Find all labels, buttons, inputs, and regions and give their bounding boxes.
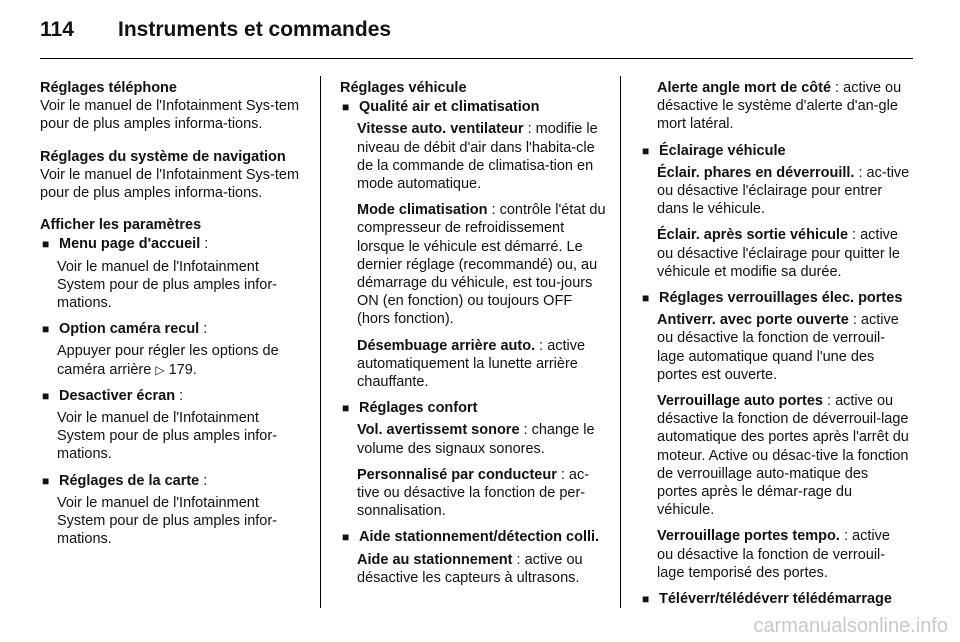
section-title: Réglages téléphone [40, 80, 177, 96]
section-title: Réglages du système de navigation [40, 148, 286, 165]
page-reference[interactable]: 179. [168, 361, 197, 378]
setting-term: Verrouillage auto portes [657, 393, 823, 410]
setting-term: Éclair. phares en déverrouill. [657, 164, 855, 181]
setting-desc: : ac-tive ou désactive l'éclairage pour entrer dans le véhicule. [657, 164, 910, 218]
setting-term: Aide au stationnement [357, 551, 513, 568]
section-title: Afficher les paramètres [40, 217, 202, 234]
bullet-square-icon: ■ [42, 237, 50, 252]
item-label: Réglages de la carte [59, 472, 200, 489]
setting-desc: : active ou désactive les capteurs à ultrasons. [357, 551, 583, 586]
setting-desc: : active ou désactive la fonction de déverrouil-lage automatique des portes après l'arrêt du moteur. Active ou désac-tive la fonction de verrouillage auto-matique des portes après le démar-rage du véhicule. [657, 393, 909, 519]
setting-term: Antiverr. avec porte ouverte [657, 312, 849, 329]
page-reference-arrow-icon: ▷ [155, 362, 165, 377]
item-label: Menu page d'accueil [59, 236, 201, 253]
setting-desc: : contrôle l'état du compresseur de refroidissement lorsque le véhicule est démarré. Le dernier réglage (recommandé) ou, au démarrage du véhicule, est tou-jours ON (en fonction) ou toujours OFF (hors fonction). [357, 202, 606, 328]
section-display-settings [40, 216, 305, 548]
setting-desc: : modifie le niveau de débit d'air dans l'habita-cle de la commande de climatisa-tion en mode automatique. [357, 121, 598, 193]
setting-term: Mode climatisation [357, 202, 488, 219]
item-label: Qualité air et climatisation [359, 99, 540, 116]
list-item [340, 528, 608, 546]
bullet-square-icon: ■ [642, 592, 650, 607]
bullet-square-icon: ■ [42, 473, 50, 488]
list-item [340, 98, 608, 116]
list-item: ■ Desactiver écran : [42, 387, 184, 404]
setting-term: Alerte angle mort de côté [657, 80, 832, 96]
column-1 [40, 79, 305, 562]
bullet-square-icon: ■ [642, 143, 650, 158]
list-item [640, 289, 910, 307]
item-text: Voir le manuel de l'Infotainment System pour de plus amples infor-mations. [57, 410, 278, 463]
setting-term: Personnalisé par conducteur [357, 466, 557, 483]
section-title: Réglages véhicule [340, 80, 467, 96]
setting-term: Vol. avertissemt sonore [357, 422, 520, 439]
item-label: Réglages confort [359, 400, 478, 417]
bullet-square-icon: ■ [42, 322, 50, 337]
list-item: ■ Option caméra recul : [42, 321, 208, 338]
setting-term: Désembuage arrière auto. [357, 337, 536, 354]
setting-desc: : active ou désactive l'éclairage pour quitter le véhicule et modifie sa durée. [657, 227, 900, 280]
list-item: ■ Menu page d'accueil : [42, 236, 209, 253]
column-divider-1 [320, 76, 321, 608]
setting-desc: : active ou désactive le système d'alerte d'an-gle mort latéral. [657, 80, 902, 133]
column-divider-2 [620, 76, 621, 608]
setting-term: Éclair. après sortie véhicule [657, 227, 849, 244]
setting-desc: : change le volume des signaux sonores. [357, 422, 595, 457]
setting-term: Verrouillage portes tempo. [657, 528, 840, 545]
item-label: Option caméra recul [59, 321, 200, 338]
item-label: Aide stationnement/détection colli. [359, 529, 600, 546]
setting-desc: : ac-tive ou désactive la fonction de per-sonnalisation. [357, 466, 590, 520]
watermark: carmanualsonline.info [753, 615, 948, 637]
section-text: Voir le manuel de l'Infotainment Sys-tem pour de plus amples informa-tions. [40, 166, 300, 202]
bullet-square-icon: ■ [342, 100, 350, 115]
column-2 [340, 79, 608, 595]
item-label: Desactiver écran [59, 387, 176, 404]
bullet-square-icon: ■ [342, 530, 350, 545]
list-item [340, 399, 608, 417]
page-title: Instruments et commandes [118, 18, 392, 41]
bullet-square-icon: ■ [42, 388, 50, 403]
item-text: Voir le manuel de l'Infotainment System pour de plus amples infor-mations. [57, 258, 278, 312]
item-text: Voir le manuel de l'Infotainment System pour de plus amples infor-mations. [57, 494, 278, 548]
bullet-square-icon: ■ [642, 291, 650, 306]
setting-desc: : active automatiquement la lunette arrière chauffante. [357, 337, 586, 391]
item-label: Éclairage véhicule [659, 142, 786, 159]
setting-term: Vitesse auto. ventilateur [357, 121, 524, 138]
setting-desc: : active ou désactive la fonction de verrouil-lage temporisé des portes. [657, 528, 890, 581]
page-number: 114 [40, 18, 74, 41]
item-label: Réglages verrouillages élec. portes [659, 290, 903, 307]
bullet-square-icon: ■ [342, 401, 350, 416]
list-item [640, 142, 910, 160]
section-navigation-settings [40, 148, 305, 203]
header-divider [40, 58, 913, 59]
item-label: Téléverr/télédéverr télédémarrage [659, 591, 892, 608]
section-phone-settings [40, 79, 305, 134]
list-item [640, 590, 910, 608]
list-item: ■ Réglages de la carte : [42, 472, 208, 489]
section-text: Voir le manuel de l'Infotainment Sys-tem pour de plus amples informa-tions. [40, 98, 300, 133]
setting-desc: : active ou désactive la fonction de verrouil-lage automatique quand l'une des portes est ouverte. [657, 312, 899, 383]
column-3 [640, 79, 910, 608]
item-text: Appuyer pour régler les options de caméra arrière [57, 343, 279, 378]
